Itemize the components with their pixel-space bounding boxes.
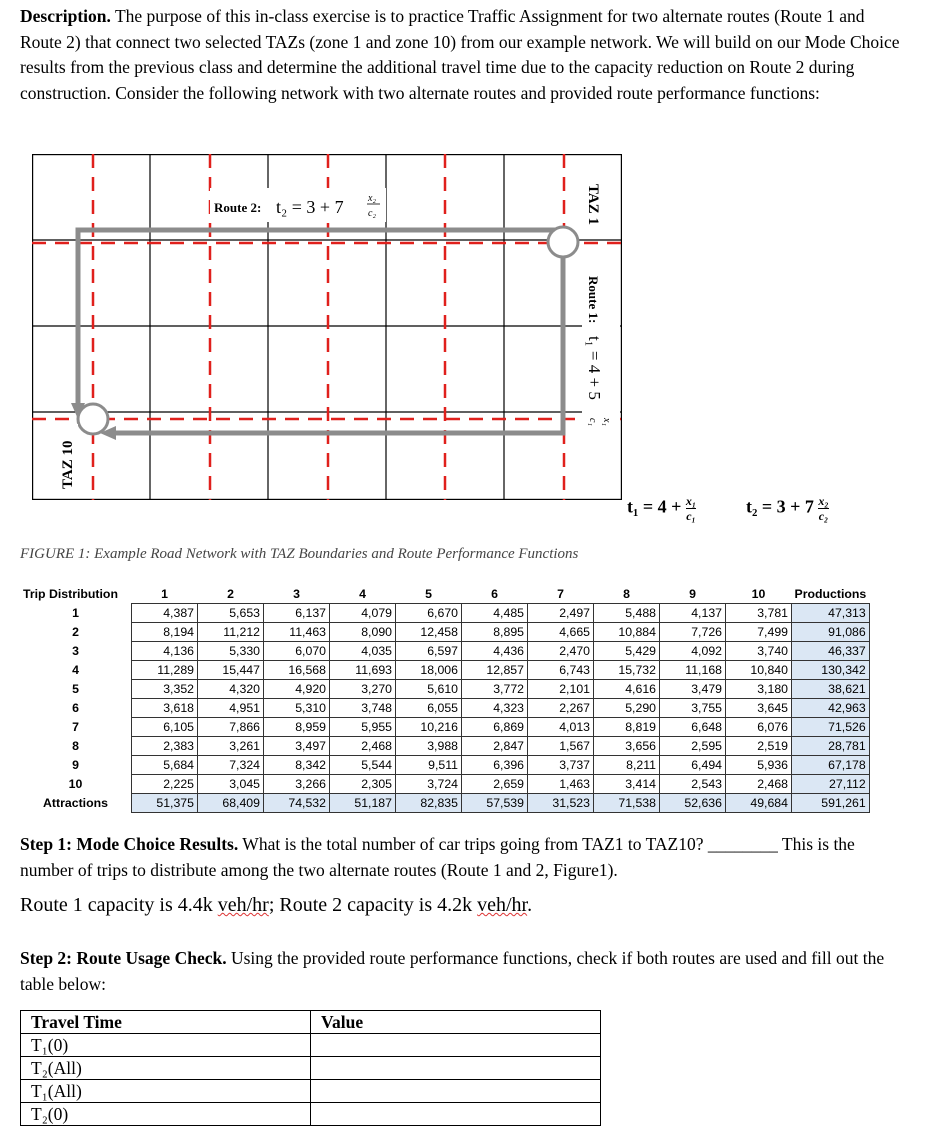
table-row [20, 661, 869, 680]
route-2-function-den: c₂ [818, 509, 829, 523]
row-label: 1 [72, 606, 79, 620]
column-header: 1 [161, 587, 168, 601]
table-cell: 3,497 [264, 737, 330, 756]
table-cell: 4,616 [594, 680, 660, 699]
table-cell: 5,330 [198, 642, 264, 661]
column-header: 5 [425, 587, 432, 601]
route-2-function-text: t₂ = 3 + 7 [746, 496, 814, 517]
table-cell: 4,323 [462, 699, 528, 718]
table-cell: 3,737 [528, 756, 594, 775]
table-cell: 2,497 [528, 604, 594, 623]
table-cell: 9,511 [396, 756, 462, 775]
road-network-figure [32, 154, 622, 500]
travel-time-row [21, 1034, 601, 1057]
route-1-function-den: c₁ [686, 509, 696, 523]
row-label: 4 [72, 663, 79, 677]
table-row [20, 737, 869, 756]
table-cell: 3,618 [132, 699, 198, 718]
table-cell: 3,414 [594, 775, 660, 794]
attractions-cell: 57,539 [462, 794, 528, 813]
table-cell: 2,595 [660, 737, 726, 756]
table-corner-label: Trip Distribution [23, 587, 118, 602]
table-cell: 3,266 [264, 775, 330, 794]
table-cell: 1,463 [528, 775, 594, 794]
table-cell: 5,955 [330, 718, 396, 737]
description-paragraph [20, 4, 900, 106]
route-2-function-num: x₂ [818, 494, 829, 508]
row-label: 5 [72, 682, 79, 696]
row-label: 9 [72, 758, 79, 772]
table-cell: 3,724 [396, 775, 462, 794]
step1-text: What is the total number of car trips going from TAZ1 to TAZ10? ________ This is the number of trips to distribute among the two alternate routes (Route 1 and 2, Figure1). [20, 834, 855, 880]
trip-distribution-table [20, 585, 870, 813]
attractions-row [20, 794, 869, 813]
table-cell: 7,499 [726, 623, 792, 642]
travel-time-header-label: Travel Time [21, 1011, 311, 1034]
step2-text: Using the provided route performance functions, check if both routes are used and fill out the table below: [20, 948, 885, 994]
table-cell: 15,732 [594, 661, 660, 680]
table-cell: 6,070 [264, 642, 330, 661]
table-cell: 7,726 [660, 623, 726, 642]
travel-time-value-cell[interactable] [311, 1034, 601, 1057]
table-cell: 3,740 [726, 642, 792, 661]
table-cell: 6,743 [528, 661, 594, 680]
travel-time-row [21, 1057, 601, 1080]
table-cell: 2,519 [726, 737, 792, 756]
table-cell: 8,194 [132, 623, 198, 642]
attractions-cell: 74,532 [264, 794, 330, 813]
table-cell: 3,479 [660, 680, 726, 699]
table-cell: 3,656 [594, 737, 660, 756]
table-cell: 2,305 [330, 775, 396, 794]
table-cell: 4,320 [198, 680, 264, 699]
table-cell: 6,869 [462, 718, 528, 737]
attractions-cell: 49,684 [726, 794, 792, 813]
table-cell: 7,324 [198, 756, 264, 775]
taz10-node [78, 404, 108, 434]
table-cell: 12,857 [462, 661, 528, 680]
route-1-equation: t₁ = 4 + 5 [585, 336, 604, 400]
table-cell: 2,225 [132, 775, 198, 794]
table-cell: 11,289 [132, 661, 198, 680]
route-2-label: Route 2: [214, 200, 262, 215]
column-header: 7 [557, 587, 564, 601]
column-header: 9 [689, 587, 696, 601]
attractions-cell: 82,835 [396, 794, 462, 813]
table-cell: 2,470 [528, 642, 594, 661]
travel-time-header [21, 1011, 601, 1034]
table-cell: 4,951 [198, 699, 264, 718]
table-cell: 11,168 [660, 661, 726, 680]
table-cell: 2,267 [528, 699, 594, 718]
column-header: 10 [751, 587, 766, 601]
attractions-cell: 68,409 [198, 794, 264, 813]
row-label: 2 [72, 625, 79, 639]
table-cell: 3,352 [132, 680, 198, 699]
travel-time-value-cell[interactable] [311, 1103, 601, 1126]
capacity-unit-2: veh/hr [477, 894, 528, 916]
productions-cell: 38,621 [792, 680, 870, 699]
table-cell: 5,429 [594, 642, 660, 661]
table-row [20, 604, 869, 623]
table-cell: 3,755 [660, 699, 726, 718]
description-text: The purpose of this in-class exercise is to practice Traffic Assignment for two alternate routes (Route 1 and Route 2) that connect two selected TAZs (zone 1 and zone 10) from our example network. We will build on our Mode Choice results from the previous class and determine the additional travel time due to the capacity reduction on Route 2 during construction. Consider the following network with two alternate routes and provided route performance functions: [20, 6, 900, 103]
table-cell: 3,772 [462, 680, 528, 699]
row-label: 10 [68, 777, 83, 791]
step1-label: Step 1: Mode Choice Results. [20, 834, 239, 854]
capacity-route2: ; Route 2 capacity is 4.2k [268, 894, 478, 916]
table-cell: 2,468 [330, 737, 396, 756]
route-1-function-text: t₁ = 4 + [627, 496, 686, 517]
table-cell: 12,458 [396, 623, 462, 642]
description-label: Description. [20, 6, 111, 26]
table-cell: 6,597 [396, 642, 462, 661]
table-cell: 6,105 [132, 718, 198, 737]
table-cell: 4,920 [264, 680, 330, 699]
step1-paragraph [20, 832, 900, 883]
table-cell: 2,659 [462, 775, 528, 794]
table-cell: 4,092 [660, 642, 726, 661]
table-cell: 4,079 [330, 604, 396, 623]
productions-cell: 27,112 [792, 775, 870, 794]
attractions-cell: 51,187 [330, 794, 396, 813]
step2-paragraph [20, 946, 900, 997]
table-cell: 1,567 [528, 737, 594, 756]
capacity-line [20, 894, 532, 917]
route-2-function [746, 494, 829, 523]
table-cell: 3,988 [396, 737, 462, 756]
table-cell: 4,136 [132, 642, 198, 661]
route-2-label-box [210, 188, 386, 222]
productions-cell: 42,963 [792, 699, 870, 718]
capacity-end: . [527, 894, 533, 916]
travel-time-row [21, 1103, 601, 1126]
table-cell: 8,090 [330, 623, 396, 642]
table-cell: 2,101 [528, 680, 594, 699]
capacity-route1: Route 1 capacity is 4.4k [20, 894, 218, 916]
table-cell: 4,137 [660, 604, 726, 623]
table-cell: 6,648 [660, 718, 726, 737]
table-cell: 2,383 [132, 737, 198, 756]
productions-cell: 47,313 [792, 604, 870, 623]
table-row [20, 699, 869, 718]
taz1-label: TAZ 1 [585, 184, 601, 225]
table-cell: 5,290 [594, 699, 660, 718]
figure-caption: FIGURE 1: Example Road Network with TAZ Boundaries and Route Performance Functions [20, 546, 579, 562]
column-header: 2 [227, 587, 234, 601]
table-cell: 3,180 [726, 680, 792, 699]
table-cell: 8,959 [264, 718, 330, 737]
table-cell: 4,035 [330, 642, 396, 661]
row-label: 7 [72, 720, 79, 734]
productions-header: Productions [794, 587, 867, 601]
table-cell: 11,463 [264, 623, 330, 642]
table-cell: 3,261 [198, 737, 264, 756]
table-row [20, 642, 869, 661]
productions-cell: 130,342 [792, 661, 870, 680]
table-cell: 4,387 [132, 604, 198, 623]
route-1-frac-num: x₁ [601, 418, 612, 426]
table-cell: 4,436 [462, 642, 528, 661]
table-cell: 3,781 [726, 604, 792, 623]
attractions-cell: 71,538 [594, 794, 660, 813]
table-cell: 8,819 [594, 718, 660, 737]
row-label: 3 [72, 644, 79, 658]
table-cell: 6,494 [660, 756, 726, 775]
table-row [20, 756, 869, 775]
taz1-node [548, 227, 578, 257]
route-1-label: Route 1: [586, 276, 601, 324]
attractions-cell: 51,375 [132, 794, 198, 813]
step2-label: Step 2: Route Usage Check. [20, 948, 227, 968]
table-cell: 3,748 [330, 699, 396, 718]
table-cell: 6,670 [396, 604, 462, 623]
grand-total-cell: 591,261 [792, 794, 870, 813]
travel-time-value-cell[interactable] [311, 1080, 601, 1103]
route-2-path [78, 230, 563, 409]
travel-time-header-value: Value [311, 1011, 601, 1034]
table-cell: 5,488 [594, 604, 660, 623]
table-cell: 10,840 [726, 661, 792, 680]
attractions-cell: 31,523 [528, 794, 594, 813]
productions-cell: 46,337 [792, 642, 870, 661]
attractions-label: Attractions [43, 796, 108, 810]
travel-time-label: T₂(All) [21, 1057, 311, 1080]
productions-cell: 67,178 [792, 756, 870, 775]
table-row [20, 623, 869, 642]
travel-time-label: T₁(0) [21, 1034, 311, 1057]
travel-time-label: T₁(All) [21, 1080, 311, 1103]
column-header: 6 [491, 587, 498, 601]
table-cell: 3,045 [198, 775, 264, 794]
table-cell: 6,396 [462, 756, 528, 775]
table-cell: 6,137 [264, 604, 330, 623]
route-1-function-num: x₁ [685, 494, 697, 508]
table-cell: 5,684 [132, 756, 198, 775]
taz10-label: TAZ 10 [60, 440, 76, 489]
route-2-equation: t₂ = 3 + 7 [276, 197, 344, 217]
productions-cell: 28,781 [792, 737, 870, 756]
table-cell: 11,693 [330, 661, 396, 680]
row-label: 6 [72, 701, 79, 715]
table-row [20, 775, 869, 794]
table-cell: 5,544 [330, 756, 396, 775]
table-cell: 8,895 [462, 623, 528, 642]
productions-cell: 71,526 [792, 718, 870, 737]
travel-time-table [20, 1010, 601, 1126]
table-cell: 5,310 [264, 699, 330, 718]
row-label: 8 [72, 739, 79, 753]
travel-time-row [21, 1080, 601, 1103]
travel-time-value-cell[interactable] [311, 1057, 601, 1080]
table-cell: 4,013 [528, 718, 594, 737]
column-header: 8 [623, 587, 630, 601]
route-1-frac-den: c₁ [587, 418, 598, 426]
table-cell: 6,076 [726, 718, 792, 737]
table-row [20, 718, 869, 737]
table-cell: 2,543 [660, 775, 726, 794]
table-cell: 4,485 [462, 604, 528, 623]
route-2-frac-den: c₂ [368, 208, 376, 219]
route-1-path [112, 242, 563, 433]
route-1-function [627, 494, 696, 523]
column-header: 3 [293, 587, 300, 601]
table-cell: 3,645 [726, 699, 792, 718]
table-cell: 2,468 [726, 775, 792, 794]
table-cell: 5,610 [396, 680, 462, 699]
table-cell: 8,342 [264, 756, 330, 775]
capacity-unit-1: veh/hr [217, 894, 269, 916]
table-cell: 3,270 [330, 680, 396, 699]
table-cell: 4,665 [528, 623, 594, 642]
route-2-frac-num: x₂ [368, 193, 376, 204]
productions-cell: 91,086 [792, 623, 870, 642]
table-cell: 6,055 [396, 699, 462, 718]
table-cell: 18,006 [396, 661, 462, 680]
table-cell: 5,936 [726, 756, 792, 775]
table-cell: 2,847 [462, 737, 528, 756]
table-cell: 7,866 [198, 718, 264, 737]
table-cell: 10,216 [396, 718, 462, 737]
table-row [20, 680, 869, 699]
travel-time-label: T₂(0) [21, 1103, 311, 1126]
attractions-cell: 52,636 [660, 794, 726, 813]
column-header: 4 [359, 587, 366, 601]
table-cell: 11,212 [198, 623, 264, 642]
table-cell: 15,447 [198, 661, 264, 680]
table-cell: 8,211 [594, 756, 660, 775]
table-cell: 10,884 [594, 623, 660, 642]
table-cell: 5,653 [198, 604, 264, 623]
table-cell: 16,568 [264, 661, 330, 680]
table-header-row [20, 585, 869, 604]
